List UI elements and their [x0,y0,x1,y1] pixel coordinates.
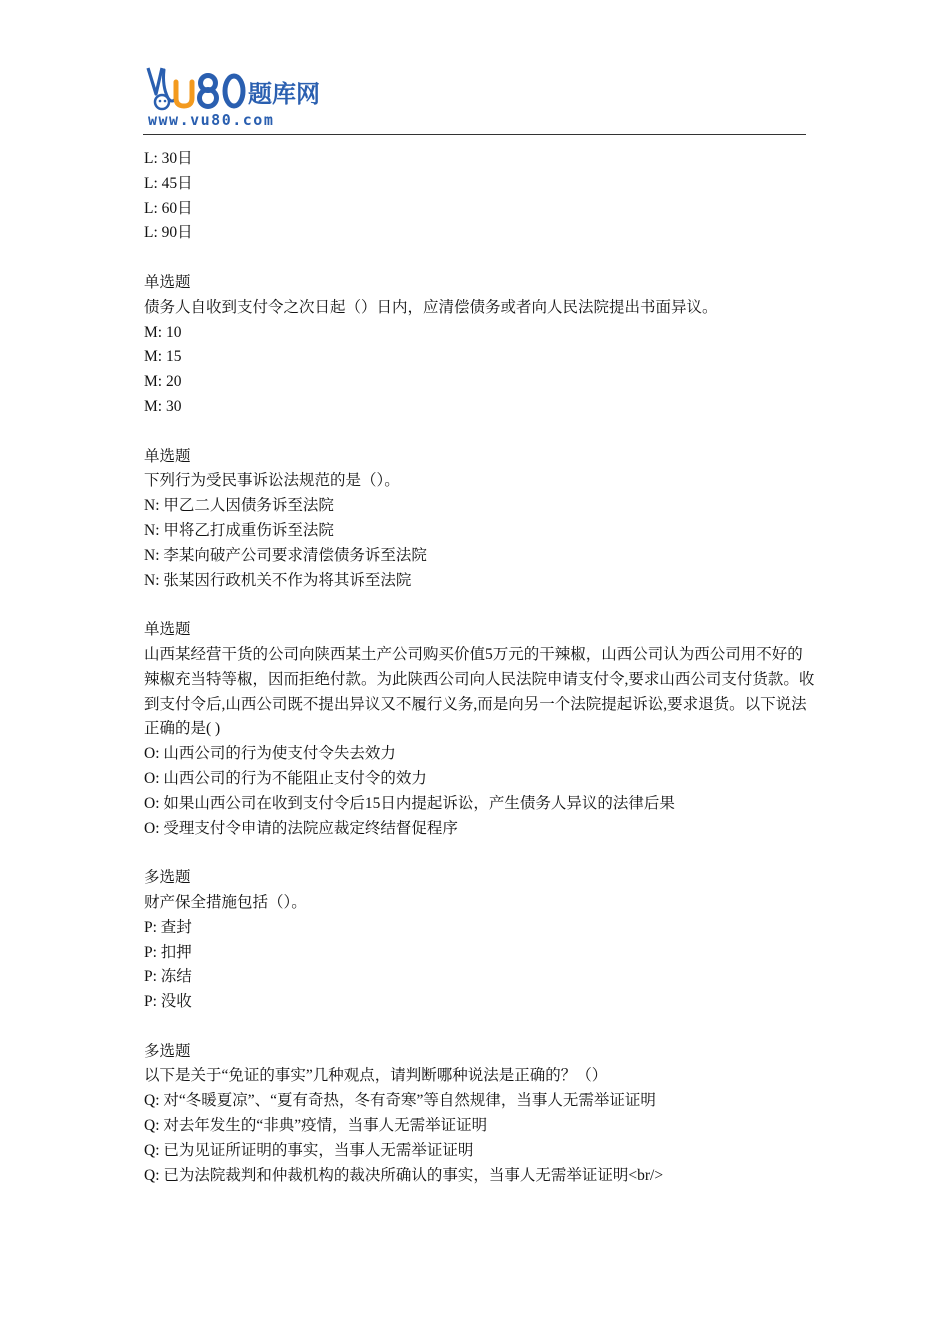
option: N: 甲将乙打成重伤诉至法院 [144,521,334,539]
document-body [144,147,824,1188]
option: N: 张某因行政机关不作为将其诉至法院 [144,571,412,589]
spacer [144,246,824,271]
site-logo [142,64,332,132]
question-text: 山西某经营干货的公司向陕西某土产公司购买价值5万元的干辣椒，山西公司认为西公司用不好的辣椒充当特等椒，因而拒绝付款。为此陕西公司向人民法院申请支付令,要求山西公司支付货款。收到支付令后,山西公司既不提出异议又不履行义务,而是向另一个法院提起诉讼,要求退货。以下说法正确的是( ) [144,645,815,738]
option: Q: 对“冬暖夏凉”、“夏有奇热，冬有奇寒”等自然规律，当事人无需举证证明 [144,1092,656,1110]
option: M: 15 [144,348,182,366]
question-text: 以下是关于“免证的事实”几种观点，请判断哪种说法是正确的？（） [144,1067,608,1085]
svg-text:题库网: 题库网 [248,80,320,108]
option: P: 冻结 [144,968,192,986]
logo-url-text: www.vu80.com [148,111,275,129]
option: M: 30 [144,397,182,415]
option: L: 45日 [144,174,193,192]
question-block [144,1040,824,1189]
vu80-logo-icon [142,64,332,112]
option: M: 10 [144,323,182,341]
option: N: 李某向破产公司要求清偿债务诉至法院 [144,546,427,564]
question-text: 下列行为受民事诉讼法规范的是（）。 [144,472,400,490]
option: O: 山西公司的行为使支付令失去效力 [144,745,396,763]
option: L: 30日 [144,150,193,167]
question-block [144,271,824,420]
option: N: 甲乙二人因债务诉至法院 [144,497,334,515]
option: Q: 已为法院裁判和仲裁机构的裁决所确认的事实，当事人无需举证证明<br/> [144,1166,664,1184]
question-type: 单选题 [144,621,191,639]
question-block [144,618,824,841]
option: O: 如果山西公司在收到支付令后15日内提起诉讼，产生债务人异议的法律后果 [144,794,675,812]
question-type: 多选题 [144,1042,191,1060]
spacer [144,1015,824,1040]
header-divider [143,134,806,135]
question-block [144,866,824,1015]
option: P: 没收 [144,993,192,1011]
option: O: 山西公司的行为不能阻止支付令的效力 [144,769,427,787]
question-text: 财产保全措施包括（）。 [144,893,307,911]
spacer [144,420,824,445]
spacer [144,593,824,618]
question-block [144,147,824,246]
option: Q: 已为见证所证明的事实，当事人无需举证证明 [144,1141,474,1159]
option: P: 扣押 [144,943,192,961]
option: Q: 对去年发生的“非典”疫情，当事人无需举证证明 [144,1117,488,1135]
question-type: 单选题 [144,447,191,465]
question-text: 债务人自收到支付令之次日起（）日内，应清偿债务或者向人民法院提出书面异议。 [144,298,718,316]
question-type: 多选题 [144,869,191,887]
option: L: 90日 [144,224,193,242]
question-block [144,445,824,594]
option: O: 受理支付令申请的法院应裁定终结督促程序 [144,819,458,837]
question-type: 单选题 [144,273,191,291]
spacer [144,841,824,866]
option: L: 60日 [144,199,193,217]
option: M: 20 [144,373,182,391]
option: P: 查封 [144,918,192,936]
